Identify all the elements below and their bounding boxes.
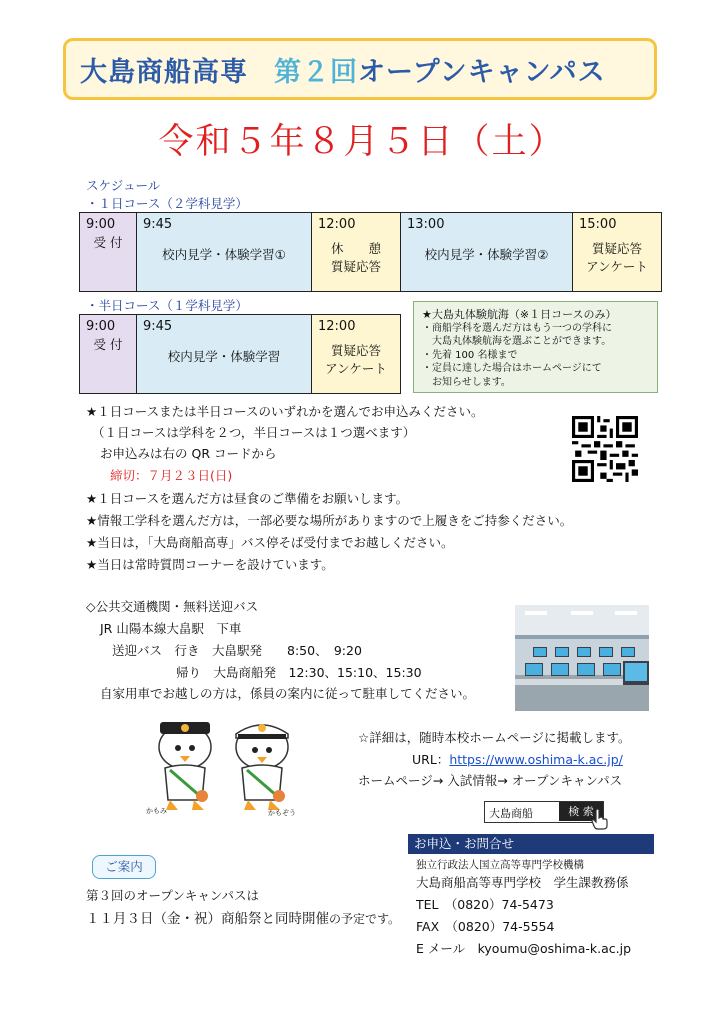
schedule-cell: 9:00 受 付 <box>80 213 137 292</box>
contact-email[interactable]: E メール kyoumu@oshima-k.ac.jp <box>416 941 632 956</box>
transport-heading: ◇公共交通機関・無料送迎バス <box>86 599 259 614</box>
contact-school: 大島商船高等専門学校 学生課教務係 <box>416 875 629 890</box>
pointer-hand-icon <box>590 808 608 830</box>
page-title <box>80 50 606 89</box>
bus-go-times: 送迎バス 行き 大畠駅発 8:50、 9:20 <box>112 643 362 658</box>
schedule-cell: 9:45 校内見学・体験学習 <box>137 315 312 394</box>
url-label: URL： <box>412 752 450 767</box>
event-name: オープンキャンパス <box>358 57 606 88</box>
boat-trip-line: ・商船学科を選んだ方はもう一つの学科に <box>422 322 612 334</box>
boat-trip-box <box>413 301 658 393</box>
school-name: 大島商船高専 <box>80 57 248 88</box>
homepage-url-line <box>412 750 623 768</box>
mascot-name-right: かもぞう <box>268 809 296 817</box>
note-consult: ★当日は常時質問コーナーを設けています。 <box>86 557 334 572</box>
event-date: 令和５年８月５日（土） <box>158 122 566 162</box>
contact-tel: TEL （0820）74-5473 <box>416 897 554 912</box>
bus-return-times: 帰り 大島商船発 12:30、15:10、15:30 <box>176 665 422 680</box>
schedule-cell: 15:00 質疑応答 アンケート <box>573 213 662 292</box>
schedule-cell: 12:00 休 憩 質疑応答 <box>312 213 401 292</box>
search-query: 大島商船 <box>489 807 533 820</box>
schedule-cell: 12:00 質疑応答 アンケート <box>312 315 401 394</box>
note-choose-sub: （１日コースは学科を２つ，半日コースは１つ選べます） <box>92 425 416 440</box>
search-box[interactable] <box>484 801 604 823</box>
boat-trip-title: ★大島丸体験航海（※１日コースのみ） <box>422 308 617 321</box>
full-day-label: ・１日コース（２学科見学） <box>86 196 248 211</box>
navigation-path: ホームページ→ 入試情報→ オープンキャンパス <box>358 773 623 788</box>
guide-label: ご案内 <box>92 855 156 879</box>
boat-trip-line: ・先着 100 名様まで <box>422 349 518 361</box>
note-arrival: ★当日は，「大島商船高専」バス停そば受付までお越しください。 <box>86 535 454 550</box>
contact-organization: 独立行政法人国立高等専門学校機構 <box>416 859 584 871</box>
next-event-date: １１月３日（金・祝）商船祭と同時開催 <box>86 911 329 927</box>
schedule-heading: スケジュール <box>86 178 161 193</box>
deadline: 締切：７月２３日(日) <box>110 468 233 483</box>
full-day-schedule-table <box>79 212 662 292</box>
half-day-label: ・半日コース（１学科見学） <box>86 298 248 313</box>
details-note: ☆詳細は，随時本校ホームページに掲載します。 <box>358 730 631 745</box>
note-lunch: ★１日コースを選んだ方は昼食のご準備をお願いします。 <box>86 491 409 506</box>
schedule-cell: 9:00 受 付 <box>80 315 137 394</box>
contact-header: お申込・お問合せ <box>408 834 654 854</box>
note-choose: ★１日コースまたは半日コースのいずれかを選んでお申込みください。 <box>86 404 484 419</box>
contact-fax: FAX （0820）74-5554 <box>416 919 555 934</box>
boat-trip-line: ・定員に達した場合はホームページにて <box>422 363 602 374</box>
guide-line-2-suffix: の予定です。 <box>329 912 401 926</box>
homepage-link[interactable]: https://www.oshima-k.ac.jp/ <box>449 752 623 767</box>
boat-trip-line: 大島丸体験航海を選ぶことができます。 <box>422 336 612 347</box>
qr-code-image[interactable] <box>572 416 638 482</box>
car-note: 自家用車でお越しの方は，係員の案内に従って駐車してください。 <box>100 686 476 701</box>
half-day-schedule-table <box>79 314 401 394</box>
classroom-photo <box>515 605 649 711</box>
search-button[interactable]: 検 索 <box>559 802 603 821</box>
schedule-cell: 9:45 校内見学・体験学習① <box>137 213 312 292</box>
mascot-name-left: かもみ <box>146 807 167 815</box>
note-apply-qr: お申込みは右の QR コードから <box>100 446 277 461</box>
note-shoes: ★情報工学科を選んだ方は，一部必要な場所がありますので上履きをご持参ください。 <box>86 513 573 528</box>
transport-station: JR 山陽本線大畠駅 下車 <box>100 621 242 636</box>
guide-line-2 <box>86 907 400 927</box>
event-number: 第２回 <box>274 57 358 88</box>
boat-trip-line: お知らせします。 <box>422 376 511 388</box>
guide-line-1: 第３回のオープンキャンパスは <box>86 888 260 903</box>
schedule-cell: 13:00 校内見学・体験学習② <box>401 213 573 292</box>
